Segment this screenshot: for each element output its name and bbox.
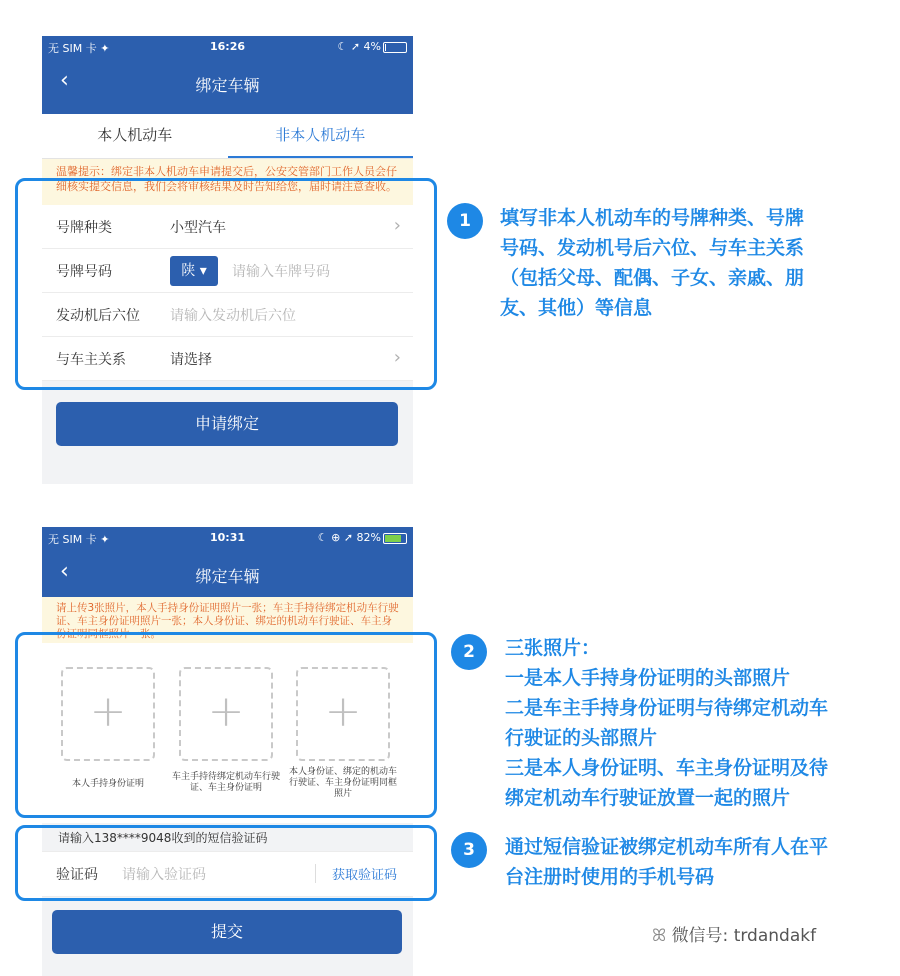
plate-type-label: 号牌种类 [56, 220, 112, 236]
annotation-2 [505, 633, 828, 813]
status-bar [42, 527, 413, 549]
status-time: 16:26 [209, 40, 245, 53]
notice-text: 温馨提示：绑定非本人机动车申请提交后，公安交管部门工作人员会仔细核实提交信息，我们会将审核结果及时告知给您，届时请注意查收。 [42, 159, 413, 205]
battery-icon [383, 42, 407, 53]
status-bar [42, 36, 413, 58]
carrier-label: 无 SIM 卡 ✦ [48, 533, 110, 546]
annotation-2-line: 绑定机动车行驶证放置一起的照片 [505, 787, 791, 809]
wechat-watermark [652, 921, 816, 946]
back-chevron-icon[interactable]: ‹ [60, 68, 69, 93]
page-title: 绑定车辆 [195, 76, 260, 95]
step-badge-1: 1 [447, 203, 483, 239]
watermark-text: 微信号: trdandakf [671, 926, 817, 946]
annotation-2-line: 二是车主手持身份证明与待绑定机动车 [505, 697, 829, 719]
engine-input[interactable]: 请输入发动机后六位 [170, 308, 296, 324]
chevron-right-icon: › [393, 347, 401, 368]
upload-caption-3: 本人身份证、绑定的机动车行驶证、车主身份证明同框照片 [289, 767, 398, 799]
status-right [318, 531, 407, 544]
relation-label: 与车主关系 [56, 352, 126, 368]
tab-bar [42, 114, 413, 159]
get-code-button[interactable]: 获取验证码 [315, 864, 397, 883]
highlight-box-3 [15, 825, 437, 901]
annotation-1-line: 填写非本人机动车的号牌种类、号牌 [500, 207, 805, 229]
annotation-1-line: （包括父母、配偶、子女、亲戚、朋 [500, 267, 805, 289]
apply-bind-button[interactable]: 申请绑定 [56, 402, 398, 446]
annotation-2-line: 一是本人手持身份证明的头部照片 [505, 667, 791, 689]
code-label: 验证码 [56, 867, 98, 883]
chevron-right-icon: › [393, 215, 401, 236]
annotation-1-line: 友、其他）等信息 [500, 297, 653, 319]
annotation-2-line: 三是本人身份证明、车主身份证明及待 [505, 757, 829, 779]
plus-icon: + [324, 686, 362, 737]
relation-value: 请选择 [170, 352, 212, 368]
upload-caption-1: 本人手持身份证明 [71, 779, 144, 789]
plate-number-label: 号牌号码 [56, 264, 112, 280]
battery-icon [383, 533, 407, 544]
highlight-box-2 [15, 632, 437, 818]
nav-bar [42, 549, 413, 597]
status-indicators: ☾ ⊕ ➚ 82% [317, 531, 381, 544]
status-indicators: ☾ ➚ 4% [337, 40, 381, 53]
submit-button[interactable]: 提交 [52, 910, 402, 954]
plus-icon: + [89, 686, 127, 737]
upload-caption-2: 车主手持待绑定机动车行驶证、车主身份证明 [172, 772, 281, 793]
annotation-1-line: 号码、发动机号后六位、与车主关系 [500, 237, 805, 259]
annotation-3-line: 通过短信验证被绑定机动车所有人在平 [505, 836, 829, 858]
annotation-3-line: 台注册时使用的手机号码 [505, 866, 715, 888]
annotation-2-line: 三张照片： [505, 637, 601, 659]
province-select[interactable]: 陕 ▾ [170, 256, 218, 286]
code-input[interactable]: 请输入验证码 [122, 867, 206, 883]
step-badge-2: 2 [451, 634, 487, 670]
step-badge-3: 3 [451, 832, 487, 868]
sms-hint: 请输入138****9048收到的短信验证码 [58, 831, 268, 845]
engine-label: 发动机后六位 [56, 308, 140, 324]
plate-type-value: 小型汽车 [170, 220, 226, 236]
wechat-logo-icon: ꕤ [652, 926, 667, 946]
status-right [337, 40, 407, 53]
plate-number-input[interactable]: 请输入车牌号码 [232, 264, 330, 280]
carrier-label: 无 SIM 卡 ✦ [48, 42, 110, 55]
plus-icon: + [207, 686, 245, 737]
highlight-box-1 [15, 178, 437, 390]
annotation-2-line: 行驶证的头部照片 [505, 727, 658, 749]
notice-text: 请上传3张照片，本人手持身份证明照片一张；车主手持待绑定机动车行驶证、车主身份证明照片一张；本人身份证、绑定的机动车行驶证、车主身份证明同框照片一张。 [42, 597, 413, 645]
page-title: 绑定车辆 [195, 567, 260, 586]
tab-other-vehicle[interactable]: 非本人机动车 [228, 114, 414, 158]
status-time: 10:31 [209, 531, 245, 544]
back-chevron-icon[interactable]: ‹ [60, 559, 69, 584]
nav-bar [42, 58, 413, 114]
annotation-3 [505, 832, 828, 892]
tab-own-vehicle[interactable]: 本人机动车 [97, 126, 173, 144]
annotation-1 [500, 203, 804, 323]
